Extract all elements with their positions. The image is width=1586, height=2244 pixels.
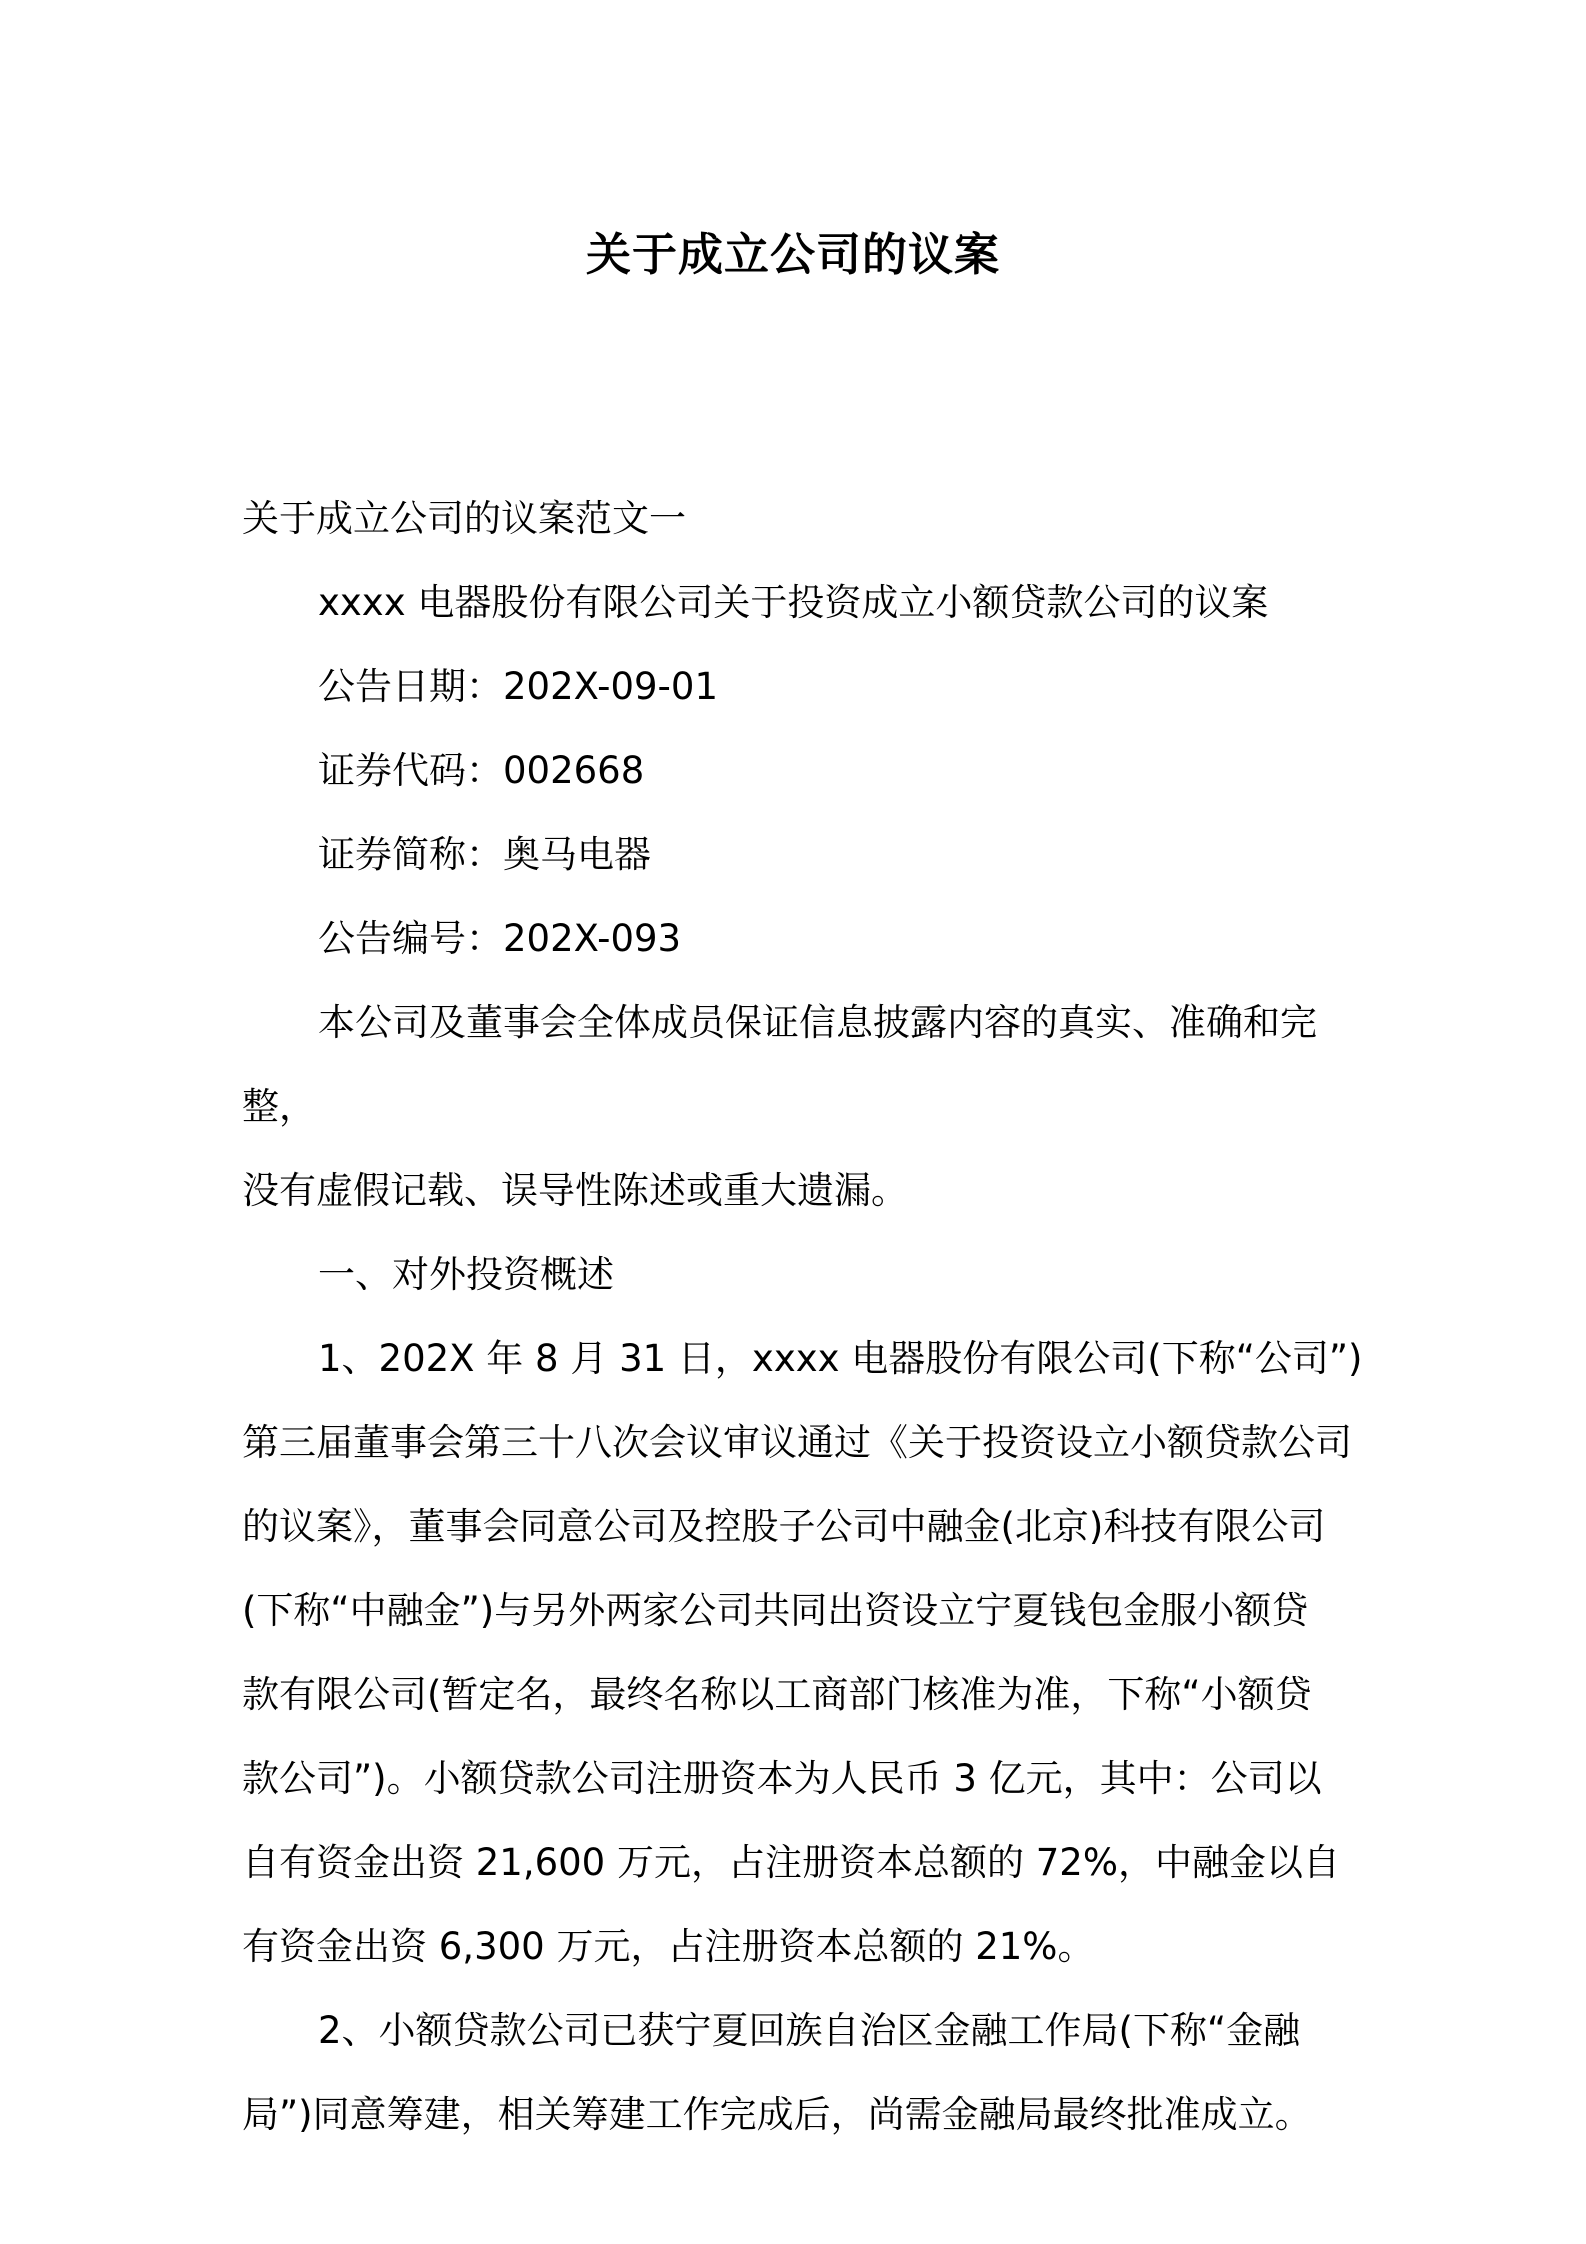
- paragraph-line: 的议案》，董事会同意公司及控股子公司中融金(北京)科技有限公司: [242, 1505, 1326, 1548]
- statement-line: 没有虚假记载、误导性陈述或重大遗漏。: [242, 1169, 908, 1212]
- paragraph-1: [242, 1317, 1364, 1989]
- paragraph-line: (下称“中融金”)与另外两家公司共同出资设立宁夏钱包金服小额贷: [242, 1589, 1309, 1632]
- statement-line: 本公司及董事会全体成员保证信息披露内容的真实、准确和完整，: [242, 1001, 1317, 1128]
- stock-code: 证券代码：002668: [318, 749, 645, 792]
- paragraph-2: [242, 1989, 1364, 2157]
- announcement-heading: xxxx 电器股份有限公司关于投资成立小额贷款公司的议案: [318, 581, 1269, 624]
- section-heading: 关于成立公司的议案范文一: [242, 497, 686, 540]
- paragraph-line: 有资金出资 6,300 万元，占注册资本总额的 21%。: [242, 1925, 1095, 1968]
- announcement-date: 公告日期：202X-09-01: [318, 665, 718, 708]
- paragraph-line: 第三届董事会第三十八次会议审议通过《关于投资设立小额贷款公司: [242, 1421, 1352, 1464]
- document-title: 关于成立公司的议案: [585, 228, 1000, 281]
- document-body: [242, 477, 1364, 2157]
- paragraph-line: 1、202X 年 8 月 31 日，xxxx 电器股份有限公司(下称“公司”): [318, 1337, 1363, 1380]
- disclosure-statement: [242, 981, 1364, 1233]
- paragraph-line: 款有限公司(暂定名，最终名称以工商部门核准为准，下称“小额贷: [242, 1673, 1312, 1716]
- paragraph-line: 自有资金出资 21,600 万元，占注册资本总额的 72%，中融金以自: [242, 1841, 1340, 1884]
- notice-number: 公告编号：202X-093: [318, 917, 682, 960]
- paragraph-line: 2、小额贷款公司已获宁夏回族自治区金融工作局(下称“金融: [318, 2009, 1301, 2052]
- paragraph-line: 款公司”)。小额贷款公司注册资本为人民币 3 亿元，其中：公司以: [242, 1757, 1322, 1800]
- paragraph-line: 局”)同意筹建，相关筹建工作完成后，尚需金融局最终批准成立。: [242, 2093, 1312, 2136]
- part-heading: 一、对外投资概述: [318, 1253, 614, 1296]
- stock-name: 证券简称：奥马电器: [318, 833, 651, 876]
